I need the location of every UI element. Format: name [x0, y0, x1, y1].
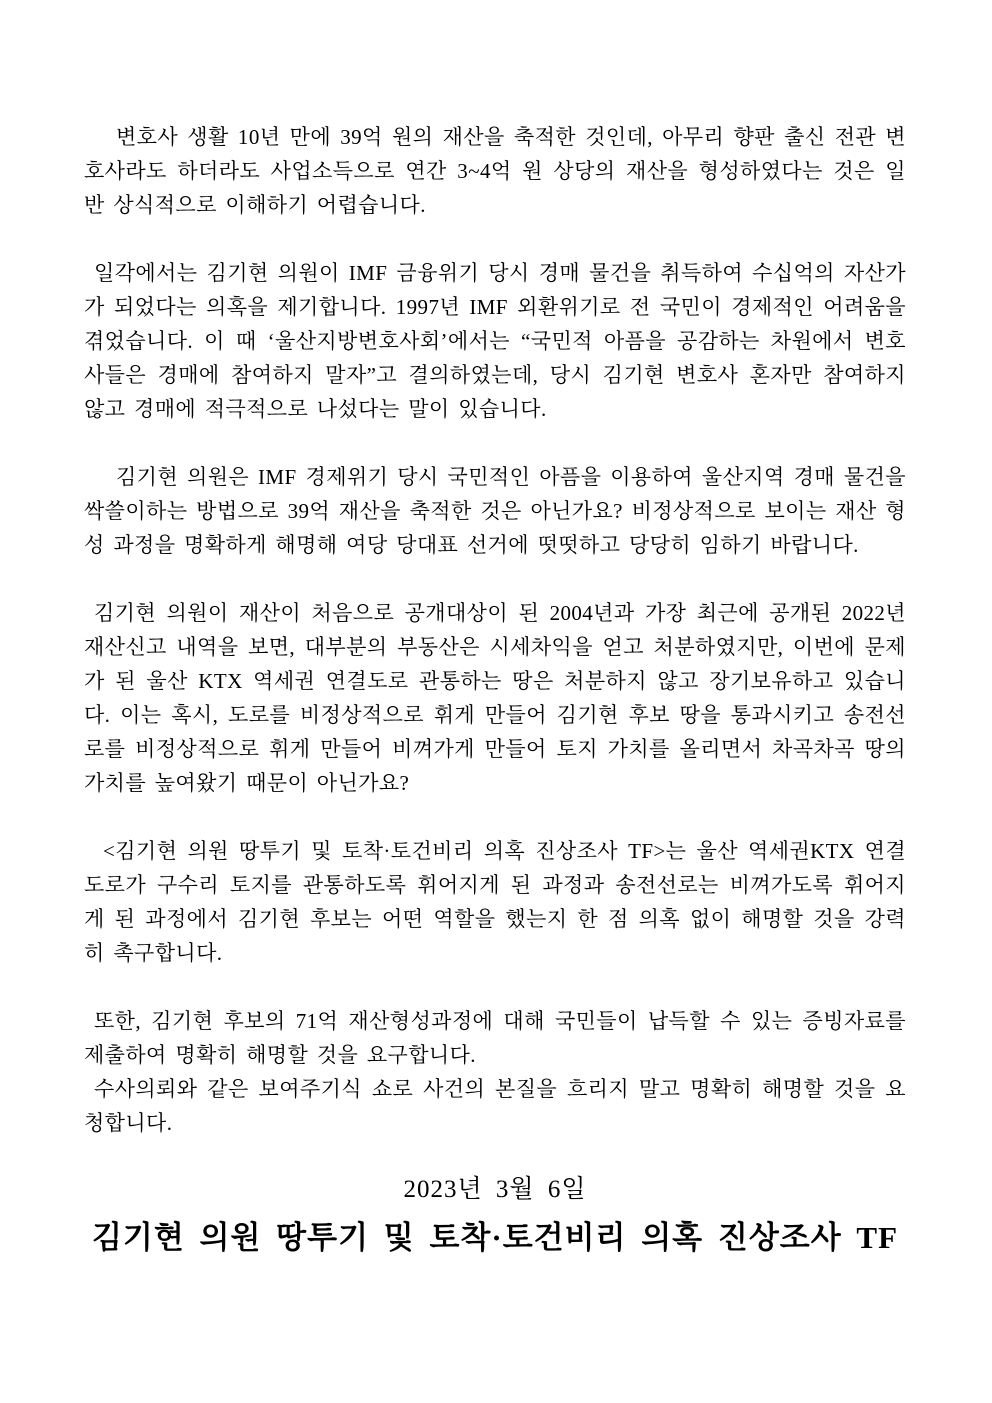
body-paragraph-7: 수사의뢰와 같은 보여주기식 쇼로 사건의 본질을 흐리지 말고 명확히 해명할 것을 요청합니다.	[84, 1077, 906, 1135]
body-paragraph-4: 김기현 의원이 재산이 처음으로 공개대상이 된 2004년과 가장 최근에 공개된 2022년 재산신고 내역을 보면, 대부분의 부동산은 시세차익을 얻고 처분하였지만, 이번에 문제가 된 울산 KTX 역세권 연결도로 관통하는 땅은 처분하지 않고 장기보유하고 있습니다. 이는 혹시, 도로를 비정상적으로 휘게 만들어 김기현 후보 땅을 통과시키고 송전선로를 비정상적으로 휘게 만들어 비껴가게 만들어 토지 가치를 올리면서 차곡차곡 땅의 가치를 높여왔기 때문이 아닌가요?	[84, 601, 906, 795]
tf-signature-line: 김기현 의원 땅투기 및 토착·토건비리 의혹 진상조사 TF	[91, 1220, 899, 1255]
body-paragraph-6: 또한, 김기현 후보의 71억 재산형성과정에 대해 국민들이 납득할 수 있는 증빙자료를 제출하여 명확히 해명할 것을 요구합니다.	[84, 1009, 906, 1067]
body-paragraph-2: 일각에서는 김기현 의원이 IMF 금융위기 당시 경매 물건을 취득하여 수십억의 자산가가 되었다는 의혹을 제기합니다. 1997년 IMF 외환위기로 전 국민이 경제적인 어려움을 겪었습니다. 이 때 ‘울산지방변호사회’에서는 “국민적 아픔을 공감하는 차원에서 변호사들은 경매에 참여하지 말자”고 결의하였는데, 당시 김기현 변호사 혼자만 참여하지 않고 경매에 적극적으로 나섰다는 말이 있습니다.	[84, 261, 906, 421]
body-paragraph-5: <김기현 의원 땅투기 및 토착·토건비리 의혹 진상조사 TF>는 울산 역세권KTX 연결도로가 구수리 토지를 관통하도록 휘어지게 된 과정과 송전선로는 비껴가도록 휘어지게 된 과정에서 김기현 후보는 어떤 역할을 했는지 한 점 의혹 없이 해명할 것을 강력히 촉구합니다.	[84, 839, 906, 965]
body-paragraph-1: 변호사 생활 10년 만에 39억 원의 재산을 축적한 것인데, 아무리 향판 출신 전관 변호사라도 하더라도 사업소득으로 연간 3~4억 원 상당의 재산을 형성하였다는 것은 일반 상식적으로 이해하기 어렵습니다.	[84, 125, 906, 217]
date-line: 2023년 3월 6일	[403, 1176, 587, 1203]
body-paragraph-3: 김기현 의원은 IMF 경제위기 당시 국민적인 아픔을 이용하여 울산지역 경매 물건을 싹쓸이하는 방법으로 39억 재산을 축적한 것은 아닌가요? 비정상적으로 보이는 재산 형성 과정을 명확하게 해명해 여당 당대표 선거에 떳떳하고 당당히 임하기 바랍니다.	[84, 465, 906, 557]
